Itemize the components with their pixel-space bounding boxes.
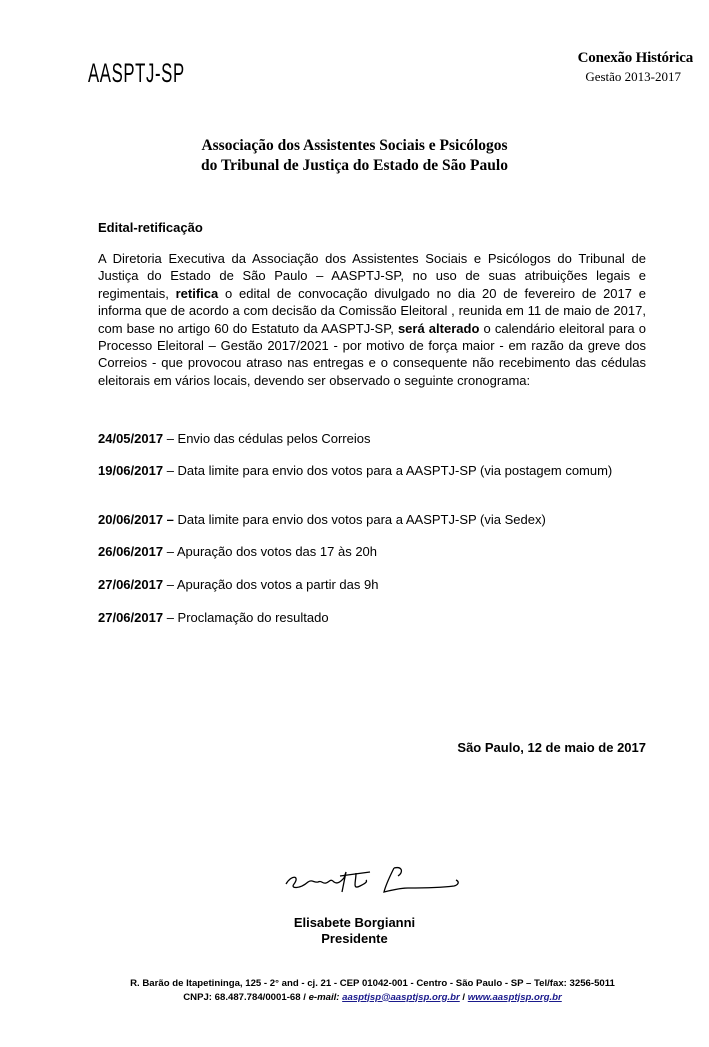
schedule-text: – Proclamação do resultado (163, 610, 329, 625)
schedule-item (98, 609, 646, 626)
brand-block (578, 50, 693, 85)
paragraph-bold-1: retifica (175, 285, 219, 301)
schedule-date: 19/06/2017 (98, 463, 164, 478)
schedule-text: Data limite para envio dos votos para a AASPTJ-SP (via Sedex) (173, 512, 546, 527)
handwritten-signature (282, 862, 467, 904)
footer-contact (100, 991, 645, 1005)
schedule-text: – Data limite para envio dos votos para a AASPTJ-SP (via postagem comum) (163, 463, 613, 478)
schedule-item (98, 462, 646, 479)
org-line-2: do Tribunal de Justiça do Estado de São Paulo (201, 157, 508, 174)
organization-name (0, 136, 709, 176)
footer-email-link[interactable]: aasptjsp@aasptjsp.org.br (342, 991, 460, 1003)
paragraph-part-3: o calendário eleitoral para o Processo Eleitoral – Gestão 2017/2021 - por motivo de força maior - em razão da greve dos Correios - que provocou atraso nas entregas e o consequente não recebimento das cédulas eleitorais em vários locais, devendo ser observado o seguinte cronograma: (98, 320, 646, 388)
paragraph-part-2: o edital de convocação divulgado no dia 20 de fevereiro de 2017 e informa que de acordo a com decisão da Comissão Eleitoral , reunida em 11 de maio de 2017, com base no artigo 60 do Estatuto da AASPTJ-SP, (98, 285, 646, 336)
schedule-date: 27/06/2017 (98, 577, 164, 592)
schedule-item (98, 430, 646, 447)
brand-title: Conexão Histórica (577, 50, 693, 66)
schedule-date: 26/06/2017 (98, 544, 164, 559)
footer-cnpj: CNPJ: 68.487.784/0001-68 / (183, 991, 309, 1003)
section-title: Edital-retificação (98, 220, 203, 235)
brand-subtitle: Gestão 2013-2017 (585, 69, 681, 84)
schedule-text: – Apuração dos votos a partir das 9h (163, 577, 379, 592)
signer-role: Presidente (321, 931, 388, 946)
org-line-1: Associação dos Assistentes Sociais e Psicólogos (201, 137, 508, 154)
main-paragraph (98, 250, 646, 389)
footer-email-label: e-mail: (308, 991, 340, 1003)
schedule-text: – Envio das cédulas pelos Correios (163, 431, 371, 446)
schedule-item (98, 576, 646, 593)
place-date: São Paulo, 12 de maio de 2017 (457, 740, 646, 755)
schedule-item (98, 543, 646, 560)
footer-separator: / (459, 991, 468, 1003)
footer-website-link[interactable]: www.aasptjsp.org.br (467, 991, 562, 1003)
paragraph-part-1: A Diretoria Executiva da Associação dos Assistentes Sociais e Psicólogos do Tribunal de Justiça do Estado de São Paulo – AASPTJ-SP, no uso de suas atribuições legais e regimentais, (98, 251, 646, 301)
aasptj-logo: AASPTJ-SP (88, 58, 185, 88)
signer-name: Elisabete Borgianni (293, 915, 416, 930)
footer (100, 977, 645, 1004)
schedule-date: 27/06/2017 (98, 610, 164, 625)
paragraph-bold-2: será alterado (397, 320, 480, 336)
signer-block (0, 915, 709, 947)
schedule-date: 24/05/2017 (98, 431, 164, 446)
schedule-text: – Apuração dos votos das 17 às 20h (163, 544, 378, 559)
schedule-date: 20/06/2017 – (98, 512, 174, 527)
footer-address: R. Barão de Itapetininga, 125 - 2° and - cj. 21 - CEP 01042-001 - Centro - São Paulo - SP – Tel/fax: 3256-5011 (130, 978, 615, 989)
schedule-item (98, 511, 646, 528)
